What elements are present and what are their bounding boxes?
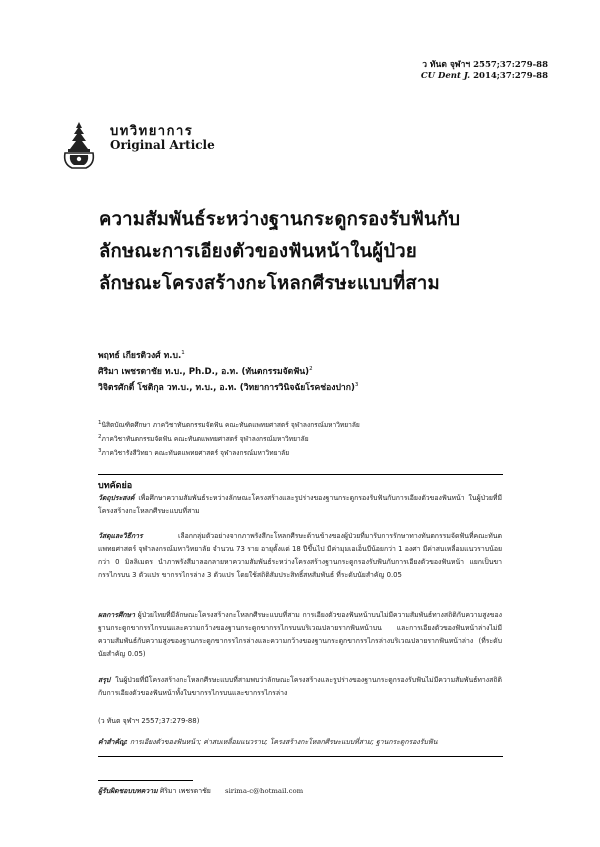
- correspondence: [98, 786, 303, 797]
- abstract-conclusion: [98, 674, 502, 700]
- correspondence-email: sirima-c@hotmail.com: [225, 787, 304, 795]
- abstract-bottom-rule: [98, 756, 503, 757]
- affiliation-2: [98, 433, 309, 444]
- author-3-name: วิจิตรศักดิ์ โชติกุล วท.บ., ท.บ., อ.ท. (วิทยาการวินิจฉัยโรคช่องปาก): [98, 383, 355, 393]
- affiliation-2-text: ภาควิชาทันตกรรมจัดฟัน คณะทันตแพทยศาสตร์ จุฬาลงกรณ์มหาวิทยาลัย: [101, 435, 309, 443]
- author-3: [98, 380, 358, 394]
- running-header-thai: [422, 57, 548, 71]
- abstract-methods: [98, 530, 502, 582]
- university-emblem-icon: [60, 120, 98, 170]
- footnote-rule: [98, 780, 193, 781]
- conclusion-label: สรุป: [98, 676, 111, 684]
- correspondence-name: ศิริมา เพชรดาชัย: [159, 787, 211, 795]
- abstract-heading: บทคัดย่อ: [98, 481, 133, 491]
- objective-label: วัตถุประสงค์: [98, 494, 135, 502]
- results-label: ผลการศึกษา: [98, 611, 135, 619]
- author-1-name: พฤทธ์ เกียรติวงศ์ ท.บ.: [98, 351, 182, 361]
- title-line-3: ลักษณะโครงสร้างกะโหลกศีรษะแบบที่สาม: [99, 273, 440, 294]
- author-3-sup: 3: [354, 382, 359, 389]
- author-2-name: ศิริมา เพชรดาชัย ท.บ., Ph.D., อ.ท. (ทันตกรรมจัดฟัน): [98, 367, 310, 377]
- abstract-citation: (ว ทันต จุฬาฯ 2557;37:279-88): [98, 717, 200, 725]
- article-type-thai: บทวิทยาการ: [110, 124, 194, 139]
- affiliation-3: [98, 447, 289, 458]
- abstract-top-rule: [98, 474, 503, 475]
- affiliation-1-text: นิสิตบัณฑิตศึกษา ภาควิชาทันตกรรมจัดฟัน คณะทันตแพทยศาสตร์ จุฬาลงกรณ์มหาวิทยาลัย: [101, 421, 360, 429]
- methods-text: เลือกกลุ่มตัวอย่างจากภาพรังสีกะโหลกศีรษะด้านข้างของผู้ป่วยที่มารับการรักษาทางทันตกรรมจัดฟันที่คณะทันตแพทยศาสตร์ จุฬาลงกรณ์มหาวิทยาลัย จำนวน 73 ราย อายุตั้งแต่ 18 ปีขึ้นไป มีค่ามุมเอเอ็นบีน้อยกว่า 1 องศา มีค่าสบเหลื่อมแนวราบน้อยกว่า 0 มิลลิเมตร นำภาพรังสีมาลอกลายหาความสัมพันธ์ระหว่างโครงสร้างฐานกระดูกรองรับฟันกับการเอียงตัวของฟันหน้า แยกเป็นขากรรไกรบน 3 ตัวแปร ขากรรไกรล่าง 3 ตัวแปร โดยใช้สถิติสัมประสิทธิ์สหสัมพันธ์ ที่ระดับนัยสำคัญ 0.05: [98, 532, 502, 579]
- conclusion-text: ในผู้ป่วยที่มีโครงสร้างกะโหลกศีรษะแบบที่สามพบว่าลักษณะโครงสร้างและรูปร่างของฐานกระดูกรองรับฟันไม่มีความสัมพันธ์ทางสถิติกับการเอียงตัวของฟันหน้าทั้งในขากรรไกรบนและขากรรไกรล่าง: [98, 676, 502, 697]
- journal-name-thai: ว ทันต จุฬาฯ: [422, 60, 471, 70]
- affiliation-1-sup: 1: [98, 419, 102, 426]
- author-1: [98, 348, 185, 362]
- keywords-text: การเอียงตัวของฟันหน้า; ค่าสบเหลื่อมแนวราบ; โครงสร้างกะโหลกศีรษะแบบที่สาม; ฐานกระดูกรองรับฟัน: [130, 738, 438, 746]
- keywords: [98, 737, 502, 748]
- author-2: [98, 364, 313, 378]
- abstract-objective: [98, 492, 502, 518]
- abstract-results: [98, 609, 502, 661]
- affiliation-3-sup: 3: [98, 447, 102, 454]
- affiliation-1: [98, 419, 360, 430]
- author-2-sup: 2: [309, 366, 313, 373]
- methods-label: วัสดุและวิธีการ: [98, 532, 143, 540]
- objective-text: เพื่อศึกษาความสัมพันธ์ระหว่างลักษณะโครงสร้างและรูปร่างของฐานกระดูกรองรับฟันกับการเอียงตัวของฟันหน้า ในผู้ป่วยที่มีโครงสร้างกะโหลกศีรษะแบบที่สาม: [98, 494, 502, 515]
- title-line-2: ลักษณะการเอียงตัวของฟันหน้าในผู้ป่วย: [99, 241, 417, 262]
- article-type-english: Original Article: [110, 138, 215, 152]
- running-header-english: [421, 71, 548, 81]
- keywords-label: คำสำคัญ:: [98, 738, 128, 746]
- affiliation-2-sup: 2: [98, 433, 102, 440]
- results-text: ผู้ป่วยไทยที่มีลักษณะโครงสร้างกะโหลกศีรษะแบบที่สาม การเอียงตัวของฟันหน้าบนไม่มีความสัมพันธ์ทางสถิติกับความสูงของฐานกระดูกขากรรไกรบนและความกว้างของฐานกระดูกขากรรไกรบนบริเวณปลายรากฟันหน้าบน และการเอียงตัวของฟันหน้าล่างไม่มีความสัมพันธ์กับความสูงของฐานกระดูกขากรรไกรล่างและความกว้างของฐานกระดูกขากรรไกรล่างบริเวณปลายรากฟันหน้าล่าง (ที่ระดับนัยสำคัญ 0.05): [98, 611, 502, 658]
- author-1-sup: 1: [181, 350, 185, 357]
- title-line-1: ความสัมพันธ์ระหว่างฐานกระดูกรองรับฟันกับ: [99, 209, 461, 230]
- citation-english: 2014;37:279-88: [473, 71, 548, 81]
- citation-thai: 2557;37:279-88: [473, 60, 548, 70]
- journal-name-english: CU Dent J.: [420, 71, 471, 81]
- affiliation-3-text: ภาควิชารังสีวิทยา คณะทันตแพทยศาสตร์ จุฬาลงกรณ์มหาวิทยาลัย: [101, 449, 290, 457]
- correspondence-label: ผู้รับผิดชอบบทความ: [98, 787, 158, 795]
